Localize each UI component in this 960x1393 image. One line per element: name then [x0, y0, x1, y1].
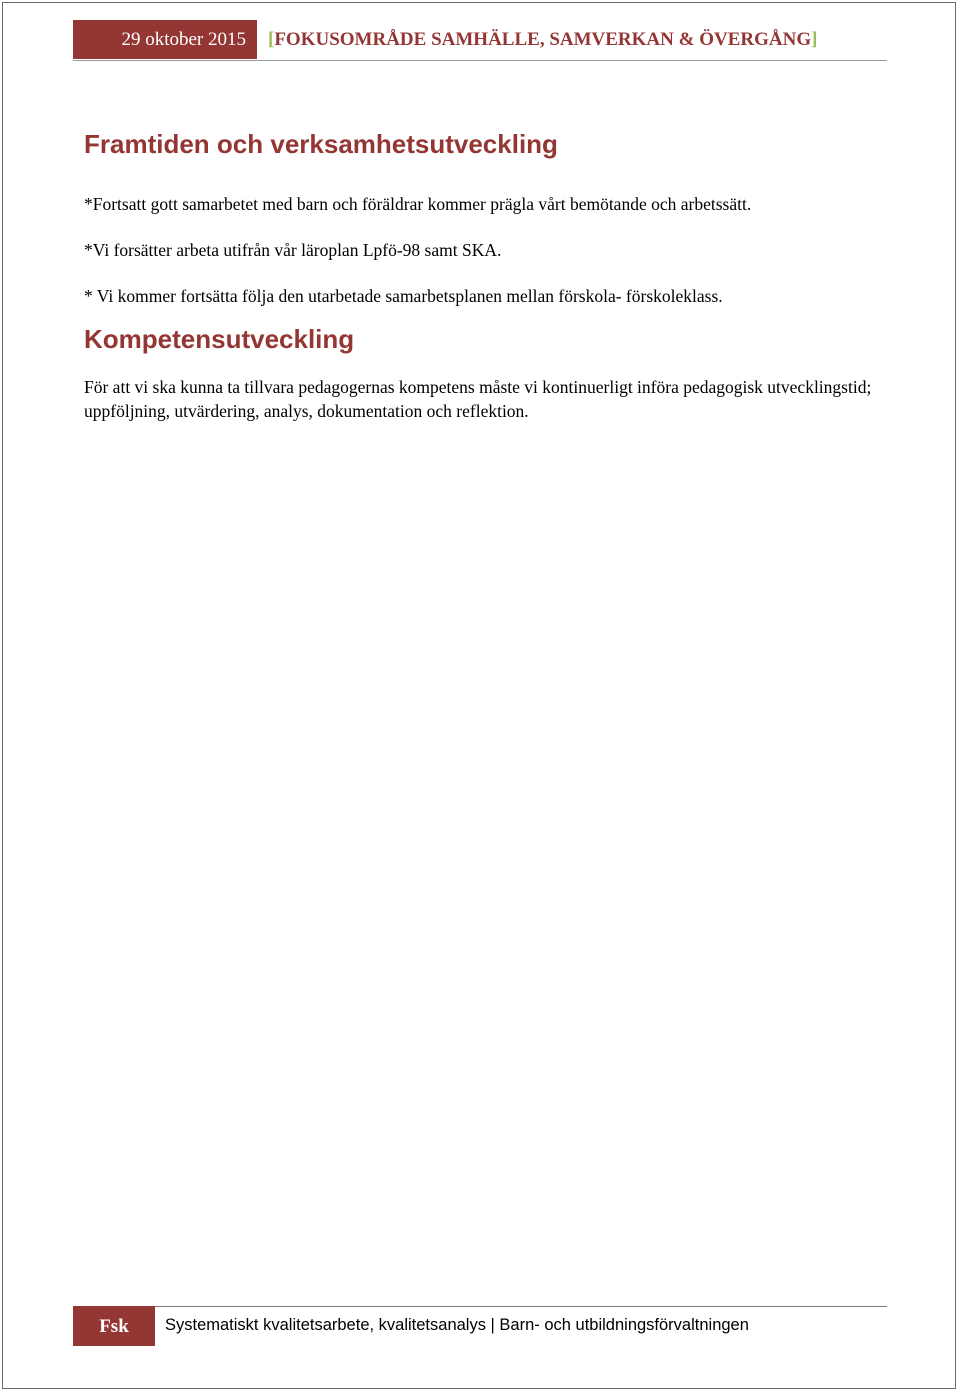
paragraph-kompetens: För att vi ska kunna ta tillvara pedagogernas kompetens måste vi kontinuerligt införa pedagogisk utvecklingstid; uppföljning, utvärdering, analys, dokumentation och reflektion.: [84, 377, 872, 421]
footer-divider: [155, 1306, 887, 1307]
paragraph-laroplan: *Vi forsätter arbeta utifrån vår läroplan Lpfö-98 samt SKA.: [84, 240, 502, 260]
header-date-box: [73, 20, 257, 59]
header-title-text: FOKUSOMRÅDE SAMHÄLLE, SAMVERKAN & ÖVERGÅNG: [274, 29, 812, 50]
header-title: [268, 30, 817, 49]
paragraph-samarbete: *Fortsatt gott samarbetet med barn och föräldrar kommer prägla vårt bemötande och arbetssätt.: [84, 194, 752, 214]
header-date: 29 oktober 2015: [121, 29, 246, 50]
heading-kompetensutveckling: Kompetensutveckling: [84, 324, 355, 354]
header-bracket-close: ]: [811, 29, 818, 50]
footer-text: Systematiskt kvalitetsarbete, kvalitetsanalys | Barn- och utbildningsförvaltningen: [165, 1316, 749, 1334]
paragraph-samarbetsplan: * Vi kommer fortsätta följa den utarbetade samarbetsplanen mellan förskola- förskoleklass.: [84, 286, 723, 306]
footer-abbr-box: [73, 1306, 155, 1346]
page-content: [84, 126, 884, 445]
page-footer: [73, 1306, 887, 1346]
page-header: [73, 20, 887, 61]
header-bracket-open: [: [268, 29, 275, 50]
heading-framtiden: Framtiden och verksamhetsutveckling: [84, 129, 558, 159]
footer-abbreviation: Fsk: [99, 1315, 129, 1337]
